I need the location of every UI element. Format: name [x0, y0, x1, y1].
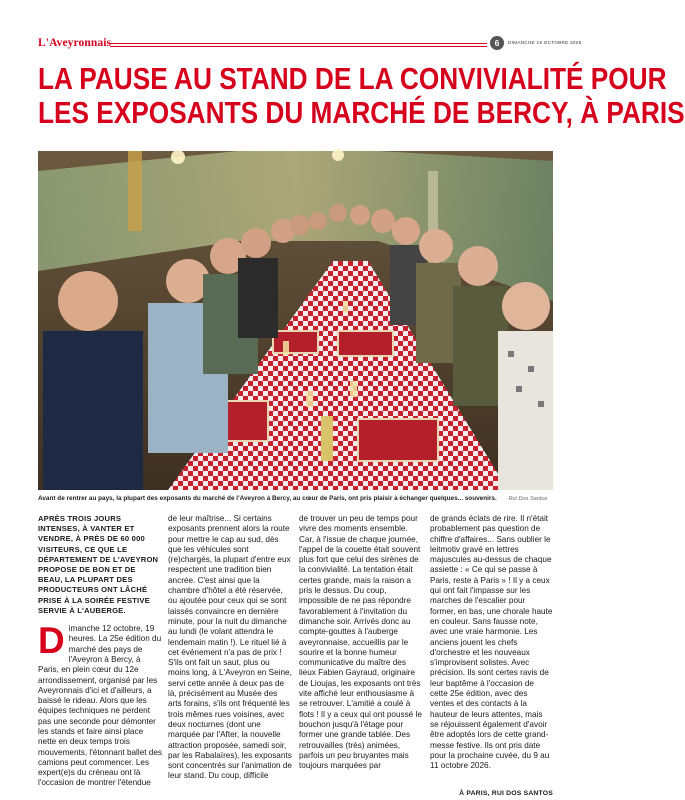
- masthead: [38, 37, 582, 53]
- body-text-1: imanche 12 octobre, 19 heures. La 25e édition du marché des pays de l'Aveyron à Bercy, à Paris, en plein cœur du 12e arrondissement, organisé par les Aveyronnais d'ici et d'ailleurs, a baissé le rideau. Alors que les équipes techniques ne perdent pas une seconde pour démonter les stands et faire ainsi place nette en deux temps trois mouvements, l'étonnant ballet des camions peut commencer. Les expert(e)s du créneau ont là l'occasion de montrer l'étendue: [38, 624, 162, 788]
- body-paragraph-1: [38, 620, 162, 789]
- caption-text: Avant de rentrer au pays, la plupart des exposants du marché de l'Aveyron à Bercy, au cœur de Paris, ont pris plaisir à échanger quelques... souvenirs.: [38, 495, 497, 502]
- body-text-4: de grands éclats de rire. Il n'était probablement pas question de chiffre d'affaires... Sans oublier le leitmotiv gravé en lettres majuscules au-dessus de chaque assiette : « Ce qui se passe à Paris, reste à Paris » ! Il y a ceux qui ont fait l'impasse sur les marches de l'escalier pour former, en bas, une chorale haute en couleur. Sans fausse note, avec une vraie harmonie. Les anciens jouent les chefs d'orchestre et les nouveaux s'improvisent solistes. Avec précision. Ils sont certes ravis de leur baptême à l'occasion de cette 25e édition, avec des ventes et des contacts à la hauteur de leurs attentes, mais se réjouissent également d'avoir être adoptés lors de cette grand-messe festive. Ils ont pris date pour la prochaine cuvée, du 9 au 11 octobre 2026.: [430, 514, 553, 771]
- photo-caption: [38, 495, 553, 502]
- issue-date: DIMANCHE 19 OCTOBRE 2025: [508, 40, 582, 45]
- masthead-rule-2: [110, 46, 487, 47]
- masthead-rule: [110, 43, 487, 44]
- headline-line-1: LA PAUSE AU STAND DE LA CONVIVIALITÉ POUR: [38, 62, 667, 96]
- article-column-2: [168, 514, 293, 782]
- drop-cap: D: [38, 620, 65, 662]
- photo-credit: Rui Dos Santos: [508, 496, 548, 502]
- article-photo: [38, 151, 553, 490]
- article-column-3: [299, 514, 424, 771]
- headline-line-2: LES EXPOSANTS DU MARCHÉ DE BERCY, À PARIS: [38, 96, 685, 130]
- photo-illustration: [38, 151, 553, 490]
- article-column-4: [430, 514, 553, 771]
- body-text-3: de trouver un peu de temps pour vivre des moments ensemble. Car, à l'issue de chaque journée, l'appel de la couette était souvent plus fort que celui des sirènes de la convivialité. La tentation était certes grande, mais la raison a pris le dessus. Du coup, impossible de ne pas répondre favorablement à l'invitation du dimanche soir. Arrivés donc au compte-gouttes à l'auberge aveyronnaise, accueillis par le sourire et la bonne humeur communicative du maître des lieux Fabien Gayraud, originaire de Lioujas, les exposants ont très vite affiché leur enthousiasme à se retrouver. L'amitié a coulé à flots ! Il y a ceux qui ont poussé le bouchon jusqu'à l'étage pour former une grande tablée. Des retrouvailles (très) animées, parfois un peu bruyantes mais toujours marquées par: [299, 514, 422, 771]
- page-number: 6: [490, 36, 504, 50]
- body-text-2: de leur maîtrise... Si certains exposants prennent alors la route pour mettre le cap au sud, dès que les véhicules sont (re)chargés, la plupart d'entre eux respectent une tradition bien ancrée. C'est ainsi que la chambre d'hôtel a été réservée, ou ajoutée pour ceux qui se sont laissés convaincre en dernière minute, pour la nuit du dimanche au lundi (le volant attendra le lendemain matin !). Le rituel lié à cet événement n'a pas de prix ! S'ils ont fait un saut, plus ou moins long, à L'Aveyron en Seine, servi cette année à deux pas de là, précisément au Musée des arts forains, s'ils ont fréquenté les trois mêmes rues voisines, avec deux nocturnes (dont une marquée par l'After, la nouvelle attraction proposée, samedi soir, par les Rabalaïres), les exposants sont concentrés sur l'animation de leur stand. Du coup, difficile: [168, 514, 292, 781]
- author-signature: À PARIS, RUI DOS SANTOS: [459, 790, 553, 797]
- newspaper-logo: L'Aveyronnais: [38, 37, 112, 49]
- article-headline: [38, 62, 685, 130]
- article-lead: APRÈS TROIS JOURS INTENSES, À VANTER ET VENDRE, À PRÈS DE 60 000 VISITEURS, CE QUE LE DÉPARTEMENT DE L'AVEYRON PROPOSE DE BON ET DE BEAU, LA PLUPART DES PRODUCTEURS ONT LÂCHÉ PRISE À LA SOIRÉE FESTIVE SERVIE À L'AUBERGE.: [38, 514, 159, 615]
- article-column-1: [38, 514, 162, 789]
